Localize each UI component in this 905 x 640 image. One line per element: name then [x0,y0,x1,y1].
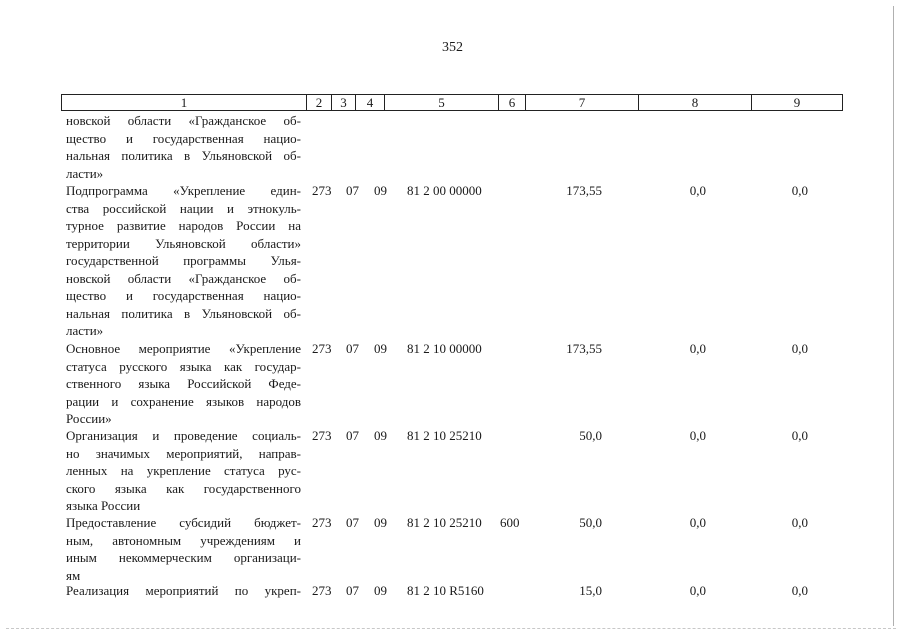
cell-amount-1: 50,0 [579,428,602,443]
description-line: Организация и проведение социаль- [66,428,301,443]
cell-amount-2: 0,0 [689,183,706,198]
cell-section: 07 [346,183,359,198]
description-line: территории Ульяновской области» [66,235,301,251]
cell-amount-1: 173,55 [566,183,602,198]
header-col-3: 3 [332,95,356,110]
description-line: нальная политика в Ульяновской об- [66,148,301,163]
description-line: ным, автономным учреждениям и [66,532,301,548]
cell-description [66,340,301,428]
description-line: турное развитие народов России на [66,218,301,233]
cell-subsection: 09 [374,341,387,356]
cell-description [66,582,301,600]
header-col-4: 4 [356,95,385,110]
page-border-bottom [6,628,896,629]
cell-code: 273 [312,183,332,198]
cell-amount-2: 0,0 [689,583,706,598]
cell-section: 07 [346,515,359,530]
cell-amount-2: 0,0 [689,515,706,530]
description-line: Подпрограмма «Укрепление един- [66,183,301,198]
cell-amount-1: 173,55 [566,341,602,356]
description-line: языка России [66,498,141,513]
description-line: новской области «Гражданское об- [66,113,301,128]
cell-subsection: 09 [374,515,387,530]
header-col-2: 2 [307,95,332,110]
cell-target-article: 81 2 10 25210 [407,515,482,530]
description-line: ства российской нации и этнокуль- [66,200,301,216]
header-col-8: 8 [639,95,752,110]
cell-amount-3: 0,0 [791,341,808,356]
cell-amount-3: 0,0 [791,515,808,530]
cell-subsection: 09 [374,183,387,198]
cell-description [66,182,301,340]
cell-amount-1: 50,0 [579,515,602,530]
cell-description [66,427,301,515]
cell-amount-3: 0,0 [791,183,808,198]
page-number: 352 [442,40,463,55]
cell-code: 273 [312,428,332,443]
description-line: рации и сохранение языков народов [66,393,301,409]
cell-description [66,514,301,584]
description-line: ям [66,567,81,583]
description-line: Основное мероприятие «Укрепление [66,341,301,356]
description-line: Реализация мероприятий по укреп- [66,583,301,598]
header-col-5: 5 [385,95,499,110]
description-line: щество и государственная нацио- [66,288,301,303]
page-border-right [893,6,894,626]
cell-amount-3: 0,0 [791,428,808,443]
description-line: но значимых мероприятий, направ- [66,445,301,461]
description-line: нальная политика в Ульяновской об- [66,305,301,321]
cell-target-article: 81 2 00 00000 [407,183,482,198]
description-line: статуса русского языка как государ- [66,358,301,374]
cell-subsection: 09 [374,428,387,443]
description-line: России» [66,411,112,426]
cell-section: 07 [346,428,359,443]
description-line: новской области «Гражданское об- [66,270,301,286]
cell-section: 07 [346,341,359,356]
cell-amount-2: 0,0 [689,341,706,356]
header-col-1: 1 [62,95,307,110]
header-col-9: 9 [793,95,801,110]
description-line: ласти» [66,323,104,338]
description-line: иным некоммерческим организаци- [66,550,301,565]
header-col-6: 6 [499,95,526,110]
cell-code: 273 [312,515,332,530]
cell-amount-1: 15,0 [579,583,602,598]
header-col-7: 7 [526,95,639,110]
cell-target-article: 81 2 10 25210 [407,428,482,443]
description-line: ласти» [66,165,104,181]
cell-description [66,112,301,182]
cell-amount-2: 0,0 [689,428,706,443]
cell-subsection: 09 [374,583,387,598]
cell-section: 07 [346,583,359,598]
table-header [61,94,843,111]
cell-target-article: 81 2 10 00000 [407,341,482,356]
cell-expense-type: 600 [500,515,520,530]
description-line: ленных на укрепление статуса рус- [66,463,301,478]
cell-code: 273 [312,583,332,598]
description-line: государственной программы Улья- [66,253,301,268]
cell-amount-3: 0,0 [791,583,808,598]
description-line: Предоставление субсидий бюджет- [66,515,301,530]
description-line: щество и государственная нацио- [66,130,301,146]
cell-target-article: 81 2 10 R5160 [407,583,484,598]
description-line: ственного языка Российской Феде- [66,376,301,391]
cell-code: 273 [312,341,332,356]
description-line: ского языка как государственного [66,480,301,496]
